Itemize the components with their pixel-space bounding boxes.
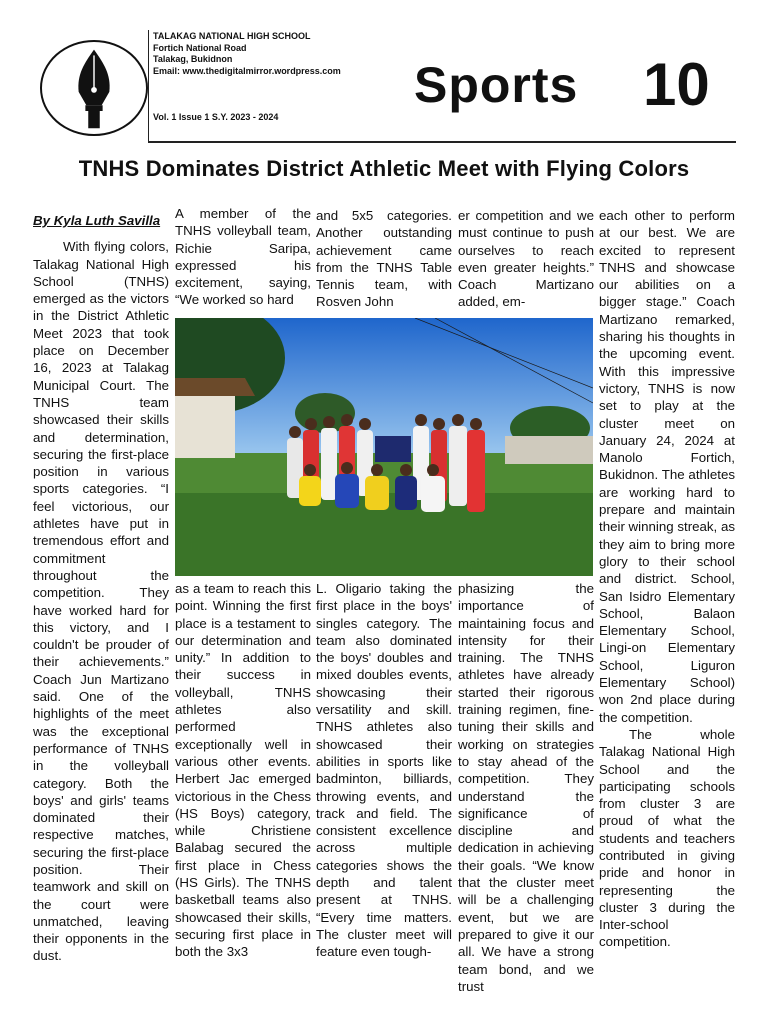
byline: By Kyla Luth Savilla [33,213,161,228]
article-column-4-top [458,207,594,311]
page-number: 10 [643,51,710,118]
school-email: Email: www.thedigitalmirror.wordpress.com [153,65,341,76]
school-town: Talakag, Bukidnon [153,54,233,64]
school-road: Fortich National Road [153,42,247,53]
article-column-3-bottom [316,580,452,961]
paragraph: With flying colors, Talakag National High School (TNHS) emerged as the victors in the District Athletic Meet 2023 that took place on December 16, 2023 at Talakag Municipal Court. The TNHS team showcased their skills and determination, securing the first-place position in various sports categories. “I feel victorious, our athletes have put in tremendous effort and commitment throughout the competition. They have worked hard for this victory, and I couldn't be prouder of their achievements.” Coach Jun Martizano said. One of the highlights of the meet was the exceptional performance of TNHS in the volleyball category. Both the boys' and girls' teams dominated their respective matches, securing the first-place position. Their teamwork and skill on the court were unmatched, leaving their opponents in the dust. [33,239,169,964]
paragraph: A member of the TNHS volleyball team, Richie Saripa, expressed his excitement, saying, “We worked so hard [175,206,311,308]
school-logo [40,40,148,136]
paragraph: each other to perform at our best. We are excited to represent TNHS and showcase our abilities on a bigger stage.” Coach Martizano remarked, sharing his thoughts in the upcoming event. With this impressive victory, TNHS is now set to play at the cluster meet on January 24, 2024 at Manolo Fortich, Bukidnon. The athletes are working hard to prepare and maintain their winning streak, as they aim to bring more glory to their school and district. School, San Isidro Elementary School, Balaon Elementary School, Lingi-on Elementary School, Liguron Elementary School) won 2nd place during the competition. [599,208,735,725]
paragraph: The whole Talakag National High School and the participating schools from cluster 3 are proud of what the students and teachers contributed in giving pride and honor in representing the cluster 3 during the Inter-school competition. [599,726,735,950]
school-info [153,31,341,77]
article-headline: TNHS Dominates District Athletic Meet with Flying Colors [78,156,690,181]
team-photo-image [175,318,593,576]
school-name: TALAKAG NATIONAL HIGH SCHOOL [153,31,311,41]
pen-nib-icon [42,42,146,134]
paragraph: and 5x5 categories. Another outstanding achievement came from the TNHS Table Tennis team, with Rosven John [316,208,452,310]
section-title: Sports [414,57,579,113]
article-column-2-top [175,205,311,309]
article-column-4-bottom [458,580,594,995]
masthead [0,0,768,142]
article-column-3-top [316,207,452,311]
team-photo [175,318,593,576]
article-column-2-bottom [175,580,311,961]
masthead-divider [148,30,149,142]
article-column-1 [33,212,169,965]
article-column-5 [599,207,735,951]
issue-info: Vol. 1 Issue 1 S.Y. 2023 - 2024 [153,112,279,122]
paragraph: er competition and we must continue to push ourselves to reach even greater heights.” Coach Martizano added, em- [458,208,594,310]
paragraph: as a team to reach this point. Winning the first place is a testament to our determination and unity.” In addition to their success in volleyball, TNHS athletes also performed exceptionally well in various other events. Herbert Jac emerged victorious in the Chess (HS Boys) category, while Christiene Balabag secured the first place in Chess (HS Girls). The TNHS basketball teams also showcased their skills, securing first place in both the 3x3 [175,581,311,960]
paragraph: phasizing the importance of maintaining focus and intensity for their training. The TNHS athletes have already started their rigorous training regimen, fine-tuning their skills and working on strategies to stay ahead of the competition. They understand the significance of discipline and dedication in achieving their goals. “We know that the cluster meet will be a challenging event, but we are prepared to give it our all. We have a strong team bond, and we trust [458,581,594,994]
masthead-rule [148,141,736,143]
paragraph: L. Oligario taking the first place in the boys' singles category. The team also dominated the boys' doubles and mixed doubles events, showcasing their versatility and skill. TNHS athletes also showcased their abilities in sports like badminton, billiards, throwing events, and track and field. The consistent excellence across multiple categories shows the depth and talent present at TNHS. “Every time matters. The cluster meet will feature even tough- [316,581,452,960]
